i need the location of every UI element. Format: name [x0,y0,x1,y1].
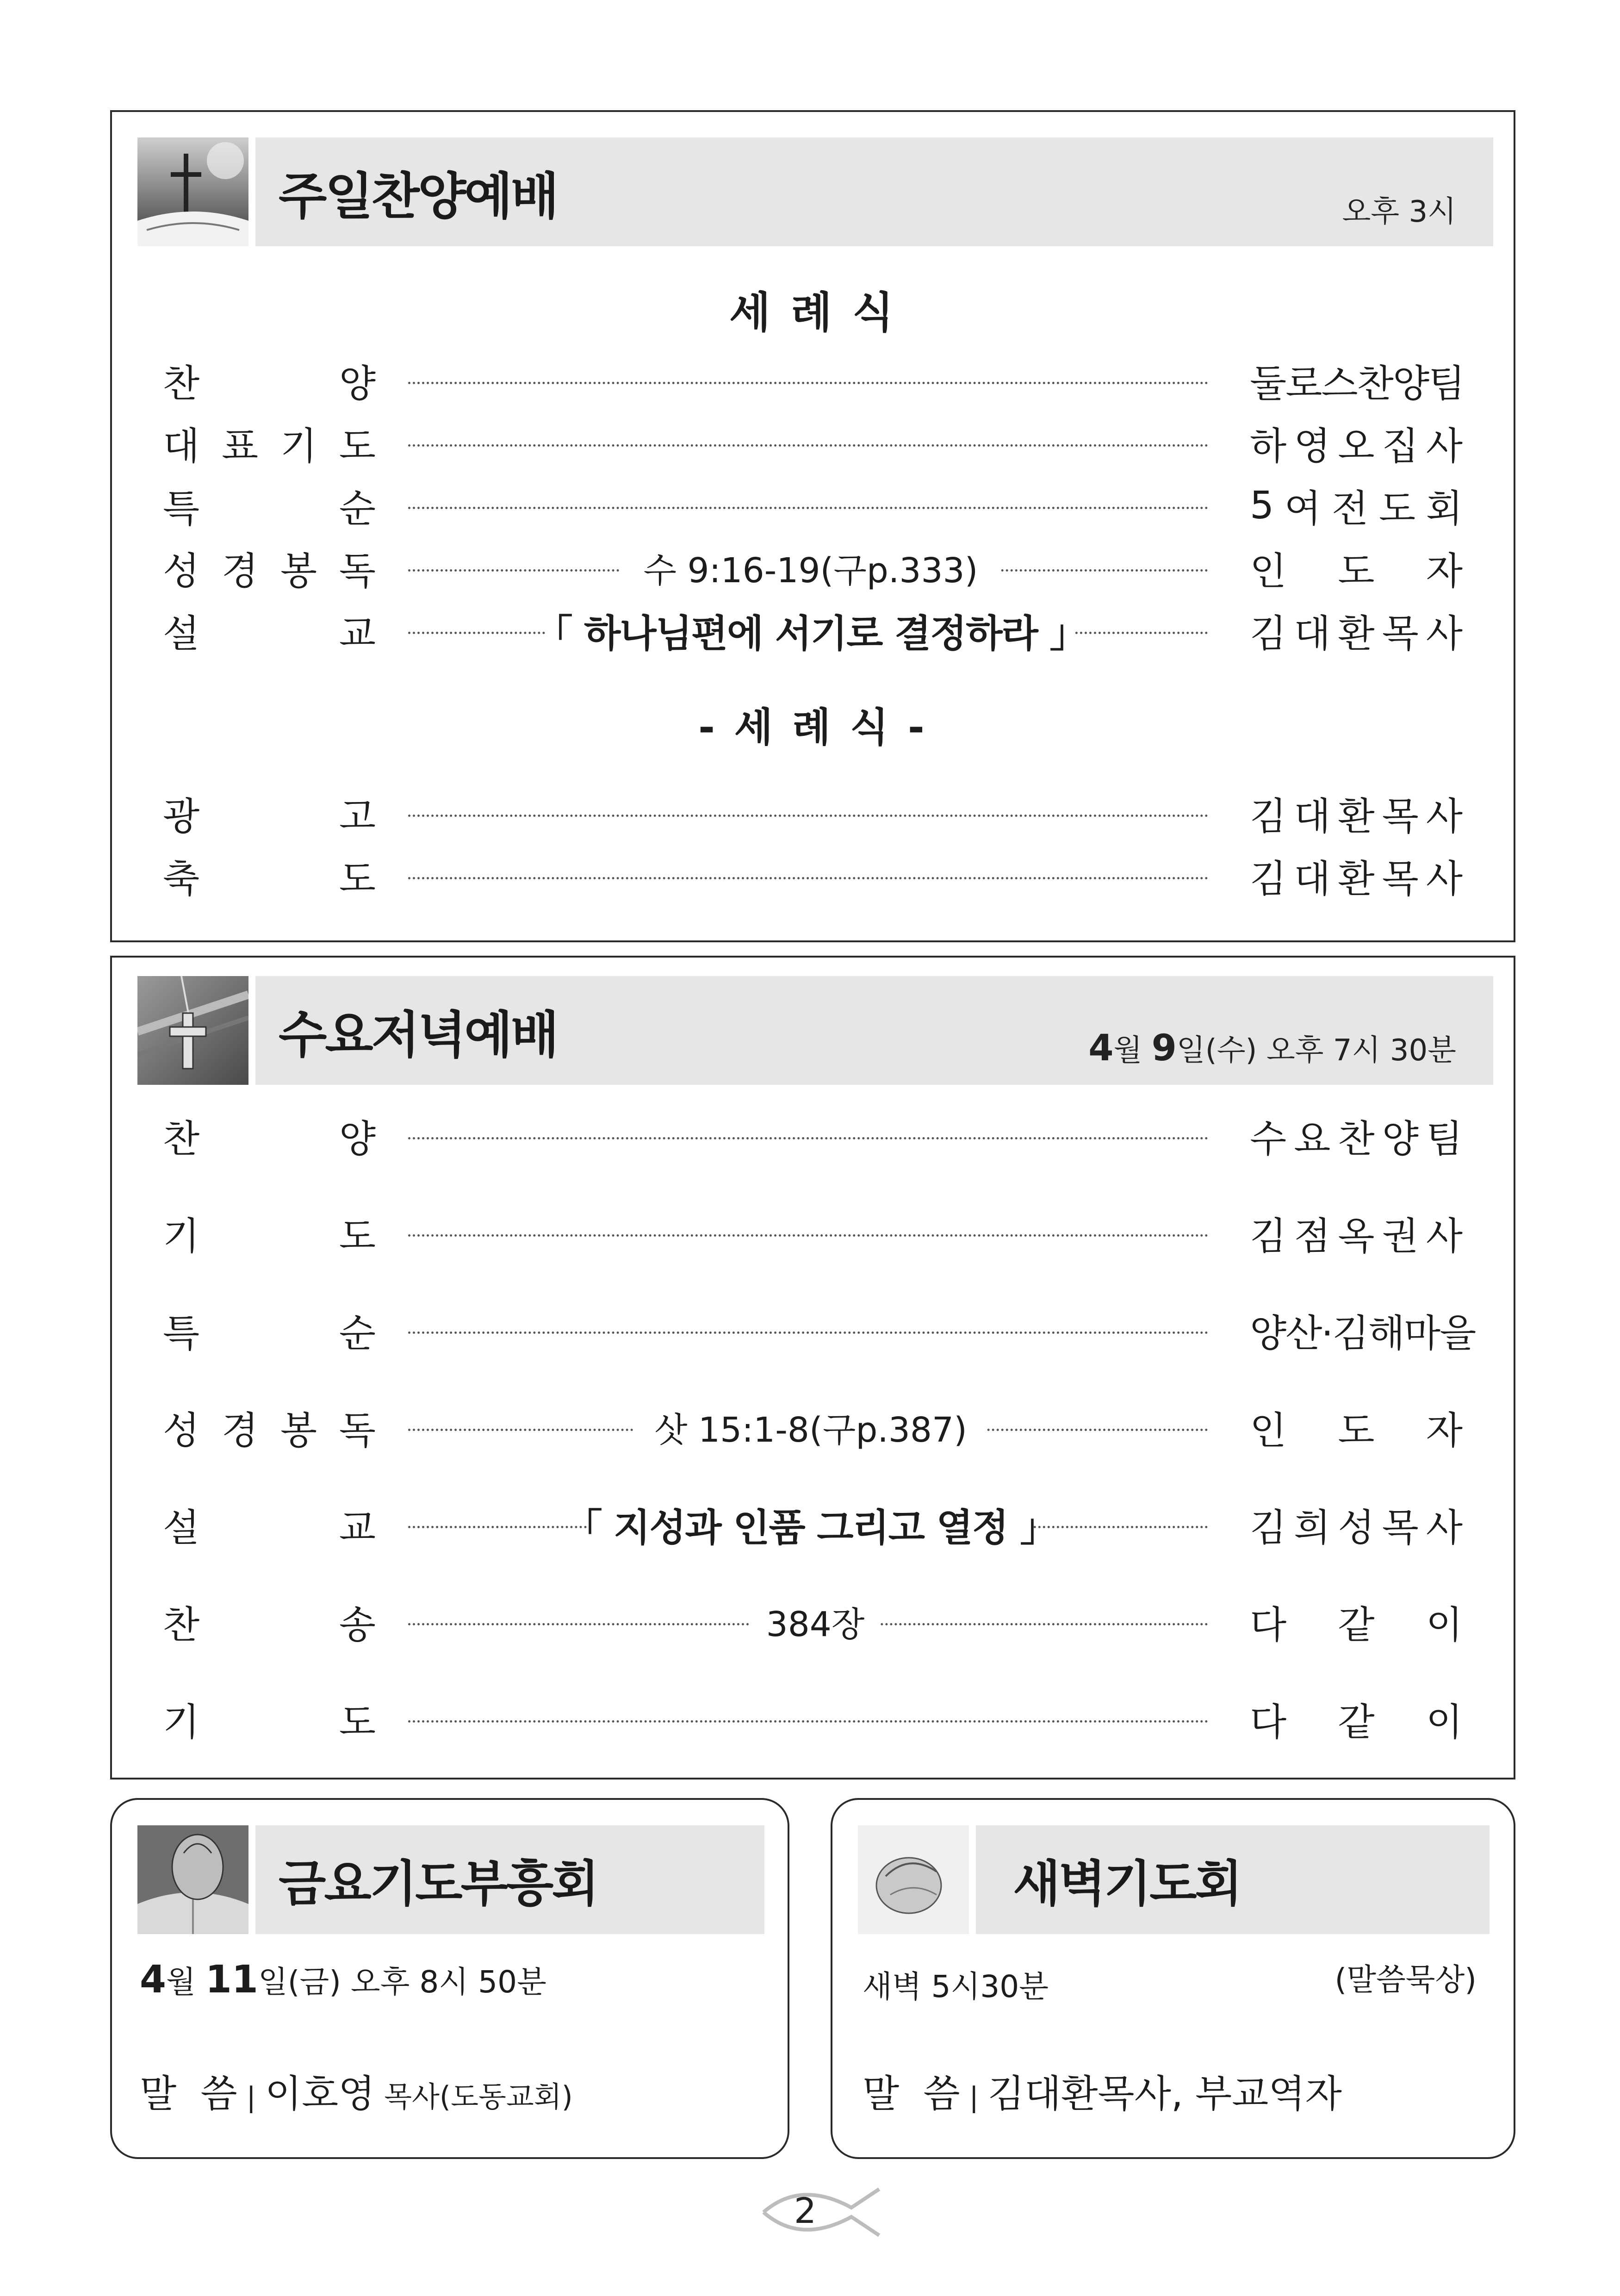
program-row [112,788,1514,839]
role-label: 성 경 봉 독 [163,1408,376,1453]
wednesday-worship-box [110,956,1515,1780]
leader-name: 김 점 옥 권 사 [1250,1214,1463,1258]
dawn-header-band [976,1825,1490,1934]
sunday-time: 오후 3시 [1342,195,1456,229]
role-label: 대 표 기 도 [163,424,376,468]
leader-name: 김 대 환 목 사 [1250,794,1463,839]
program-row [112,1402,1514,1453]
sermon-title: 「 지성과 인품 그리고 열정 」 [589,1499,1033,1550]
program-row [112,355,1514,406]
baptism-divider: - 세 례 식 - [698,704,927,751]
dotted-leader [408,877,1208,879]
role-label: 설 교 [163,611,376,656]
dawn-note: (말씀묵상) [1334,1962,1477,1997]
program-row [112,1693,1514,1744]
role-label: 찬 양 [163,1117,376,1161]
dawn-title: 새벽기도회 [1013,1855,1241,1912]
program-row [112,542,1514,593]
wednesday-title: 수요저녁예배 [279,1006,557,1064]
scripture-reference: 삿 15:1-8(구p.387) [635,1402,987,1453]
leader-name: 수 요 찬 양 팀 [1250,1117,1463,1161]
leader-name: 5 여 전 도 회 [1250,483,1463,531]
role-label: 성 경 봉 독 [163,549,376,593]
leader-name: 다 같 이 [1250,1700,1463,1744]
role-label: 설 교 [163,1506,376,1550]
sunday-title: 주일찬양예배 [279,168,557,225]
sunday-header-band [255,137,1493,246]
program-row [112,417,1514,468]
role-label: 특 순 [163,1311,376,1356]
dotted-leader [408,1137,1208,1139]
praying-hands-photo-icon [858,1825,969,1934]
dotted-leader [408,507,1208,509]
role-label: 기 도 [163,1700,376,1744]
program-row [112,1207,1514,1258]
page-number: 2 [794,2190,817,2231]
dawn-speaker: 말 씀 | 김대환목사, 부교역자 [863,2072,1342,2116]
friday-title: 금요기도부흥회 [279,1855,597,1912]
program-row [112,605,1514,656]
sunday-worship-box [110,110,1515,942]
dotted-leader [408,815,1208,817]
program-row [112,1305,1514,1356]
dotted-leader [408,1720,1208,1723]
leader-name: 하 영 오 집 사 [1250,424,1463,468]
sunday-subtitle: 세 례 식 [729,288,896,337]
sermon-title: 「 하나님편에 서기로 결정하라 」 [547,605,1074,656]
wednesday-header-band [255,976,1493,1085]
leader-name: 인 도 자 [1250,1408,1463,1453]
fish-page-number-badge [759,2180,884,2245]
wednesday-time: 4월 9일(수) 오후 7시 30분 [1088,1027,1456,1069]
leader-name: 양산·김해마을 [1250,1311,1476,1356]
cross-candle-photo-icon [137,137,248,246]
program-row [112,850,1514,901]
role-label: 찬 양 [163,361,376,406]
role-label: 광 고 [163,794,376,839]
role-label: 특 순 [163,486,376,531]
role-label: 기 도 [163,1214,376,1258]
friday-time: 4월 11일(금) 오후 8시 50분 [140,1958,546,2002]
leader-name: 인 도 자 [1250,549,1463,593]
role-label: 축 도 [163,857,376,901]
dawn-time: 새벽 5시30분 [863,1969,1049,2004]
dawn-prayer-box [831,1798,1515,2159]
program-row [112,1499,1514,1550]
leader-name: 김 대 환 목 사 [1250,857,1463,901]
friday-prayer-box [110,1798,789,2159]
dotted-leader [408,1234,1208,1237]
dotted-leader [408,1332,1208,1334]
program-row [112,1110,1514,1161]
role-label: 찬 송 [163,1603,376,1647]
friday-speaker: 말 씀 | 이호영 목사(도동교회) [140,2072,573,2116]
praying-hands-bible-photo-icon [137,1825,248,1934]
leader-name: 둘로스찬양팀 [1250,361,1465,406]
dotted-leader [408,444,1208,447]
leader-name: 다 같 이 [1250,1603,1463,1647]
program-row [112,1596,1514,1647]
program-row [112,480,1514,531]
hymn-number: 384장 [751,1596,880,1647]
leader-name: 김 희 성 목 사 [1250,1506,1463,1550]
leader-name: 김 대 환 목 사 [1250,611,1463,656]
friday-header-band [255,1825,764,1934]
dotted-leader [408,382,1208,384]
cross-necklace-photo-icon [137,976,248,1085]
scripture-reference: 수 9:16-19(구p.333) [621,542,1000,593]
